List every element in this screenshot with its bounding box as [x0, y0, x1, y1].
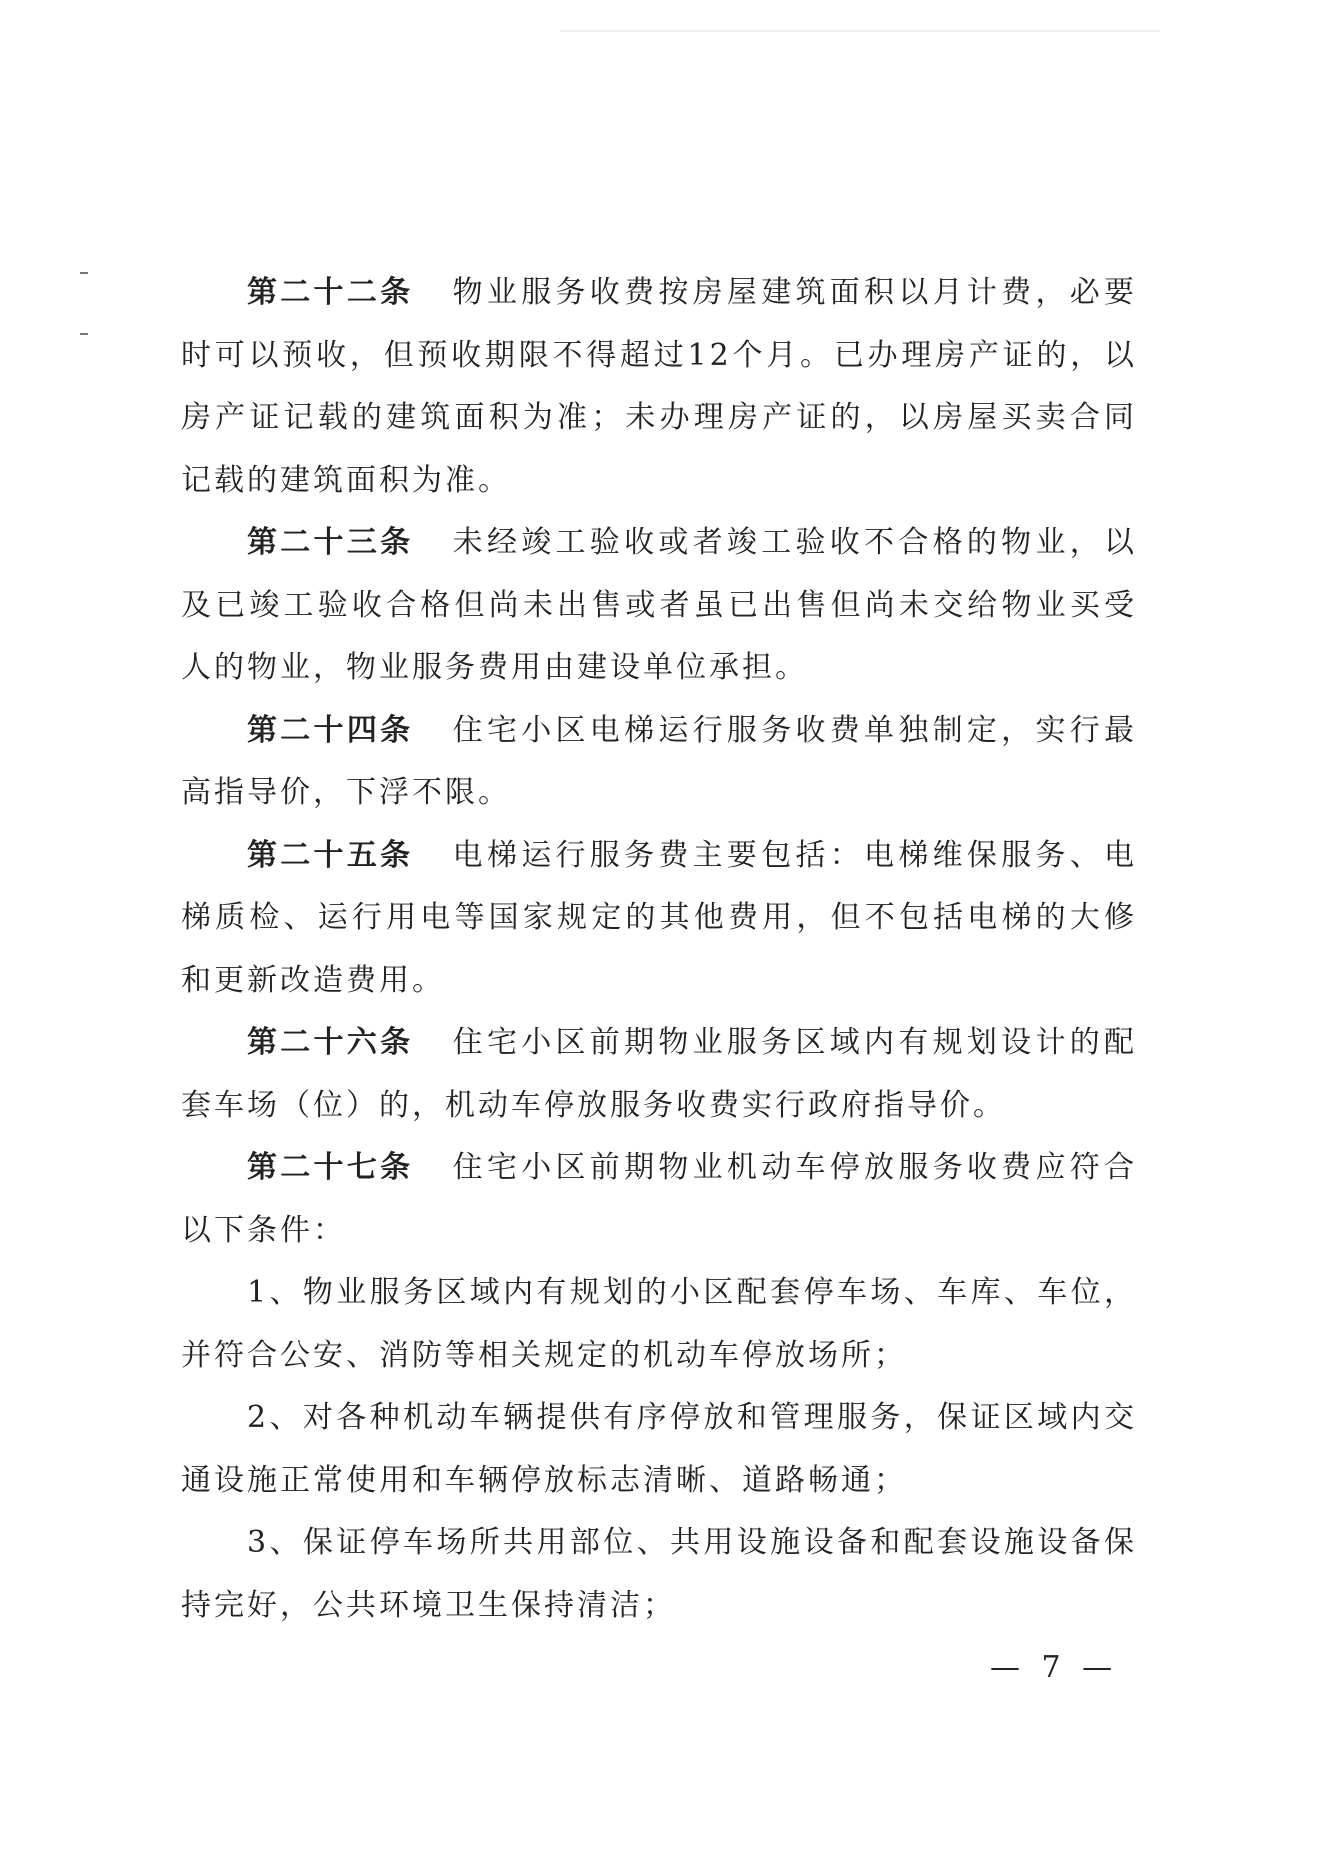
article-paragraph: [181, 700, 1137, 825]
article-text: 物业服务收费按房屋建筑面积以月计费，必要时可以预收，但预收期限不得超过12个月。已办理房产证的，以房产证记载的建筑面积为准；未办理房产证的，以房屋买卖合同记载的建筑面积为准。: [181, 275, 1138, 498]
list-item: 3、保证停车场所共用部位、共用设施设备和配套设施设备保持完好，公共环境卫生保持清洁；: [181, 1525, 1137, 1623]
article-heading: 第二十六条: [247, 1025, 414, 1060]
article-heading: 第二十四条: [247, 712, 414, 748]
article-heading: 第二十三条: [247, 525, 414, 560]
article-paragraph: [181, 512, 1137, 700]
article-text: 住宅小区电梯运行服务收费单独制定，实行最高指导价，下浮不限。: [181, 712, 1138, 810]
article-heading: 第二十二条: [247, 275, 414, 310]
article-text: 未经竣工验收或者竣工验收不合格的物业，以及已竣工验收合格但尚未出售或者虽已出售但尚未交给物业买受人的物业，物业服务费用由建设单位承担。: [181, 525, 1138, 685]
article-paragraph: [181, 1137, 1137, 1262]
margin-mark: [80, 272, 88, 274]
list-item: 2、对各种机动车辆提供有序停放和管理服务，保证区域内交通设施正常使用和车辆停放标志清晰、道路畅通；: [181, 1400, 1137, 1498]
article-heading: 第二十七条: [247, 1150, 414, 1185]
document-body: [181, 262, 1137, 1637]
list-item: 1、物业服务区域内有规划的小区配套停车场、车库、车位，并符合公安、消防等相关规定的机动车停放场所；: [181, 1275, 1137, 1373]
article-paragraph: [181, 825, 1137, 1013]
article-paragraph: [181, 1012, 1137, 1137]
article-text: 住宅小区前期物业服务区域内有规划设计的配套车场（位）的，机动车停放服务收费实行政府指导价。: [181, 1025, 1138, 1123]
margin-mark: [80, 333, 88, 335]
article-text: 电梯运行服务费主要包括：电梯维保服务、电梯质检、运行用电等国家规定的其他费用，但不包括电梯的大修和更新改造费用。: [181, 837, 1138, 998]
scan-artifact: [560, 30, 1160, 32]
article-text: 住宅小区前期物业机动车停放服务收费应符合以下条件：: [181, 1150, 1138, 1248]
article-heading: 第二十五条: [247, 837, 414, 873]
article-paragraph: [181, 262, 1137, 512]
page-number: — 7 —: [990, 1650, 1119, 1685]
